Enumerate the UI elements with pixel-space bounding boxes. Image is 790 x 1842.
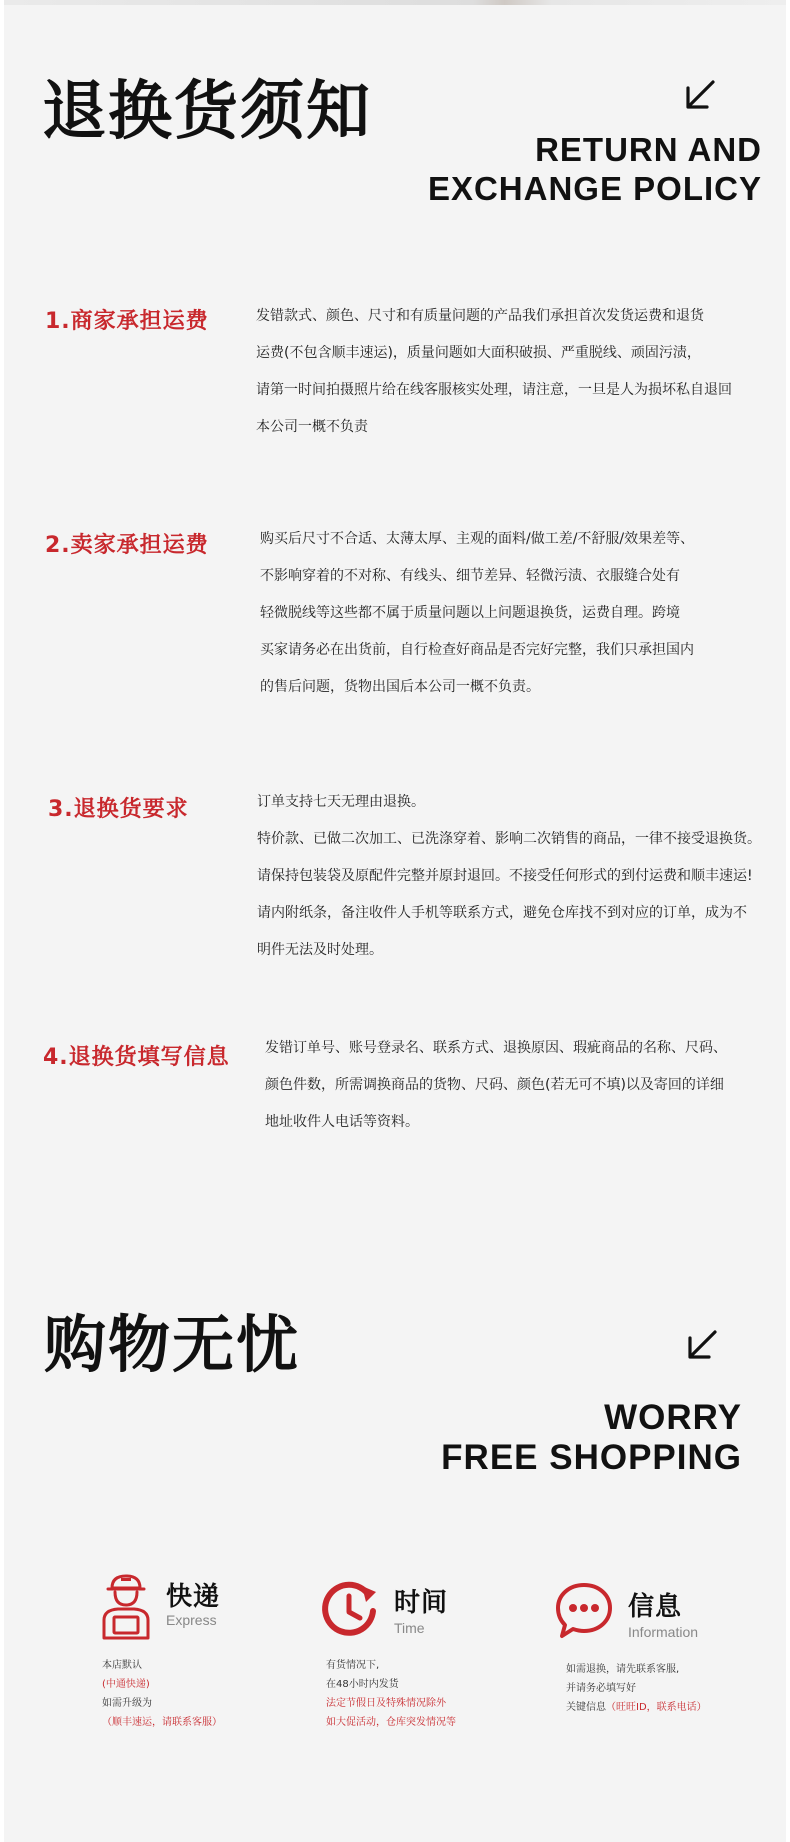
feature-time-subtitle: Time xyxy=(394,1620,425,1636)
feature-time-title: 时间 xyxy=(394,1588,449,1618)
section-4-heading: 4.退换货填写信息 xyxy=(43,1045,230,1070)
section-1-body xyxy=(256,298,732,446)
policy-title-en-line2: EXCHANGE POLICY xyxy=(427,170,762,207)
section-2-line: 买家请务必在出货前，自行检查好商品是否完好完整，我们只承担国内 xyxy=(260,642,694,658)
section-1-heading: 1.商家承担运费 xyxy=(45,309,209,334)
section-1-line: 运费(不包含顺丰速运)，质量问题如大面积破损、严重脱线、顽固污渍， xyxy=(256,345,701,361)
section-2-line: 的售后问题，货物出国后本公司一概不负责。 xyxy=(260,679,540,695)
section-3-line: 订单支持七天无理由退换。 xyxy=(257,794,425,810)
section-3-line: 请保持包装袋及原配件完整并原封退回。不接受任何形式的到付运费和顺丰速运! xyxy=(257,868,753,884)
feature-express xyxy=(94,1568,294,1738)
arrow-down-left-icon xyxy=(682,1326,722,1366)
feature-express-title: 快递 xyxy=(166,1582,221,1612)
section-4-line: 地址收件人电话等资料。 xyxy=(265,1114,419,1130)
section-3-body xyxy=(257,784,761,969)
time-note: 如大促活动，仓库突发情况等 xyxy=(326,1717,456,1728)
information-note: 并请务必填写好 xyxy=(566,1683,636,1694)
section-1-line: 发错款式、颜色、尺寸和有质量问题的产品我们承担首次发货运费和退货 xyxy=(256,308,704,324)
arrow-down-left-icon xyxy=(680,76,720,116)
time-note: 在48小时内发货 xyxy=(326,1679,399,1690)
section-3-heading: 3.退换货要求 xyxy=(48,797,189,822)
section-2-heading: 2.卖家承担运费 xyxy=(45,533,209,558)
section-2-line: 轻微脱线等这些都不属于质量问题以上问题退换货，运费自理。跨境 xyxy=(260,605,680,621)
section-3-line: 明件无法及时处理。 xyxy=(257,942,383,958)
express-note: （顺丰速运，请联系客服） xyxy=(102,1717,222,1728)
section-3-line: 请内附纸条，备注收件人手机等联系方式，避免仓库找不到对应的订单，成为不 xyxy=(257,905,747,921)
time-note: 法定节假日及特殊情况除外 xyxy=(326,1698,446,1709)
information-note xyxy=(566,1698,707,1717)
chat-bubble-icon xyxy=(554,1580,614,1640)
section-1-line: 本公司一概不负责 xyxy=(256,419,368,435)
feature-information-title: 信息 xyxy=(628,1592,683,1622)
section-2-line: 不影响穿着的不对称、有线头、细节差异、轻微污渍、衣服缝合处有 xyxy=(260,568,680,584)
express-note: 本店默认 xyxy=(102,1660,142,1671)
section-1-line: 请第一时间拍摄照片给在线客服核实处理，请注意，一旦是人为损坏私自退回 xyxy=(256,382,732,398)
worry-title-en-line2: FREE SHOPPING xyxy=(441,1438,742,1477)
feature-time-notes xyxy=(326,1656,456,1732)
section-2-line: 购买后尺寸不合适、太薄太厚、主观的面料/做工差/不舒服/效果差等、 xyxy=(260,531,695,547)
feature-express-notes xyxy=(102,1656,222,1732)
information-note-highlight: （旺旺ID，联系电话） xyxy=(606,1702,707,1713)
time-note: 有货情况下, xyxy=(326,1660,380,1671)
policy-title-en xyxy=(428,130,762,208)
policy-title-cn: 退换货须知 xyxy=(42,75,372,149)
express-note: (中通快递) xyxy=(102,1679,150,1690)
feature-information-subtitle: Information xyxy=(628,1624,699,1640)
worry-title-en-line1: WORRY xyxy=(604,1398,742,1437)
feature-information-notes xyxy=(566,1660,707,1717)
section-4-line: 颜色件数，所需调换商品的货物、尺码、颜色(若无可不填)以及寄回的详细 xyxy=(265,1077,724,1093)
section-4-body xyxy=(265,1030,727,1141)
worry-title-en xyxy=(441,1398,742,1478)
worry-title-cn: 购物无忧 xyxy=(44,1308,301,1381)
feature-time xyxy=(320,1578,540,1748)
information-note-label: 关键信息 xyxy=(566,1702,606,1713)
express-note: 如需升级为 xyxy=(102,1698,152,1709)
section-2-body xyxy=(260,521,694,706)
section-4-line: 发错订单号、账号登录名、联系方式、退换原因、瑕疵商品的名称、尺码、 xyxy=(265,1040,727,1056)
section-3-line: 特价款、已做二次加工、已洗涤穿着、影响二次销售的商品，一律不接受退换货。 xyxy=(257,831,761,847)
clock-icon xyxy=(320,1580,378,1638)
feature-express-subtitle: Express xyxy=(166,1612,217,1628)
policy-page xyxy=(4,0,786,1842)
information-note: 如需退换，请先联系客服, xyxy=(566,1664,680,1675)
delivery-person-icon xyxy=(98,1572,154,1640)
policy-title-en-line1: RETURN AND xyxy=(535,131,762,168)
top-banner-strip xyxy=(4,0,786,5)
feature-information xyxy=(554,1578,774,1748)
